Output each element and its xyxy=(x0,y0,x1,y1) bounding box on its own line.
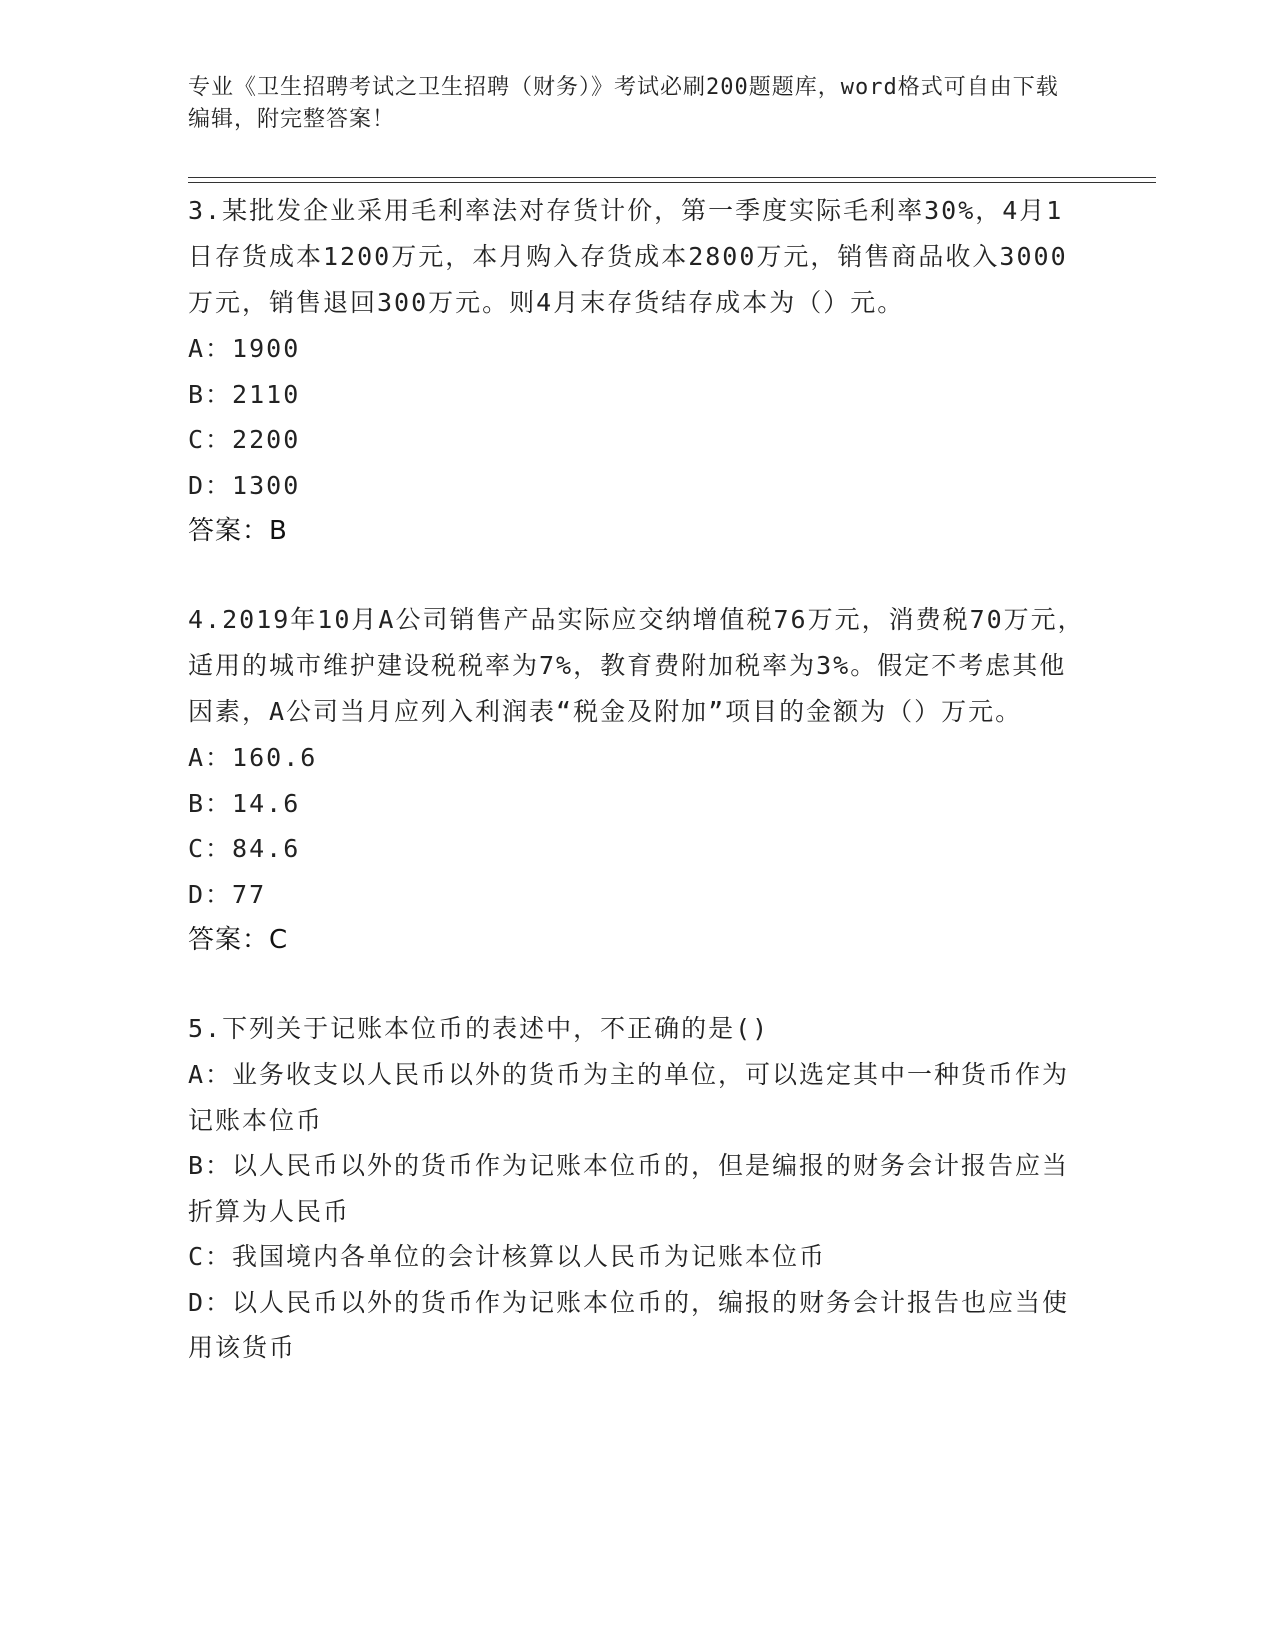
question-4 xyxy=(188,597,1088,963)
option-b: B：以人民币以外的货币作为记账本位币的，但是编报的财务会计报告应当折算为人民币 xyxy=(188,1151,1070,1226)
answer-line: 答案：C xyxy=(188,925,289,955)
option-c: C：84.6 xyxy=(188,834,301,863)
question-3 xyxy=(188,188,1088,554)
option-c: C：2200 xyxy=(188,425,301,454)
answer-line: 答案：B xyxy=(188,516,288,546)
option-b: B：2110 xyxy=(188,379,301,409)
question-stem: 5.下列关于记账本位币的表述中，不正确的是() xyxy=(188,1014,770,1043)
option-d: D：1300 xyxy=(188,470,301,500)
option-a: A：160.6 xyxy=(188,743,318,772)
header-divider-top xyxy=(188,177,1156,178)
question-stem: 4.2019年10月A公司销售产品实际应交纳增值税76万元，消费税70万元，适用的城市维护建设税税率为7%，教育费附加税率为3%。假定不考虑其他因素，A公司当月应列入利润表“税金及附加”项目的金额为（）万元。 xyxy=(188,605,1085,726)
question-list xyxy=(188,188,1088,1371)
option-c: C：我国境内各单位的会计核算以人民币为记账本位币 xyxy=(188,1242,827,1271)
question-stem: 3.某批发企业采用毛利率法对存货计价，第一季度实际毛利率30%，4月1日存货成本1200万元，本月购入存货成本2800万元，销售商品收入3000万元，销售退回300万元。则4月末存货结存成本为（）元。 xyxy=(188,196,1068,317)
header-divider-bottom xyxy=(188,182,1156,183)
option-a: A：1900 xyxy=(188,334,301,363)
option-d: D：以人民币以外的货币作为记账本位币的，编报的财务会计报告也应当使用该货币 xyxy=(188,1287,1070,1362)
option-b: B：14.6 xyxy=(188,788,301,818)
option-a: A：业务收支以人民币以外的货币为主的单位，可以选定其中一种货币作为记账本位币 xyxy=(188,1060,1070,1135)
document-header: 专业《卫生招聘考试之卫生招聘（财务）》考试必刷200题题库，word格式可自由下载编辑，附完整答案！ xyxy=(188,75,1059,132)
option-d: D：77 xyxy=(188,879,267,909)
question-5 xyxy=(188,1006,1088,1371)
